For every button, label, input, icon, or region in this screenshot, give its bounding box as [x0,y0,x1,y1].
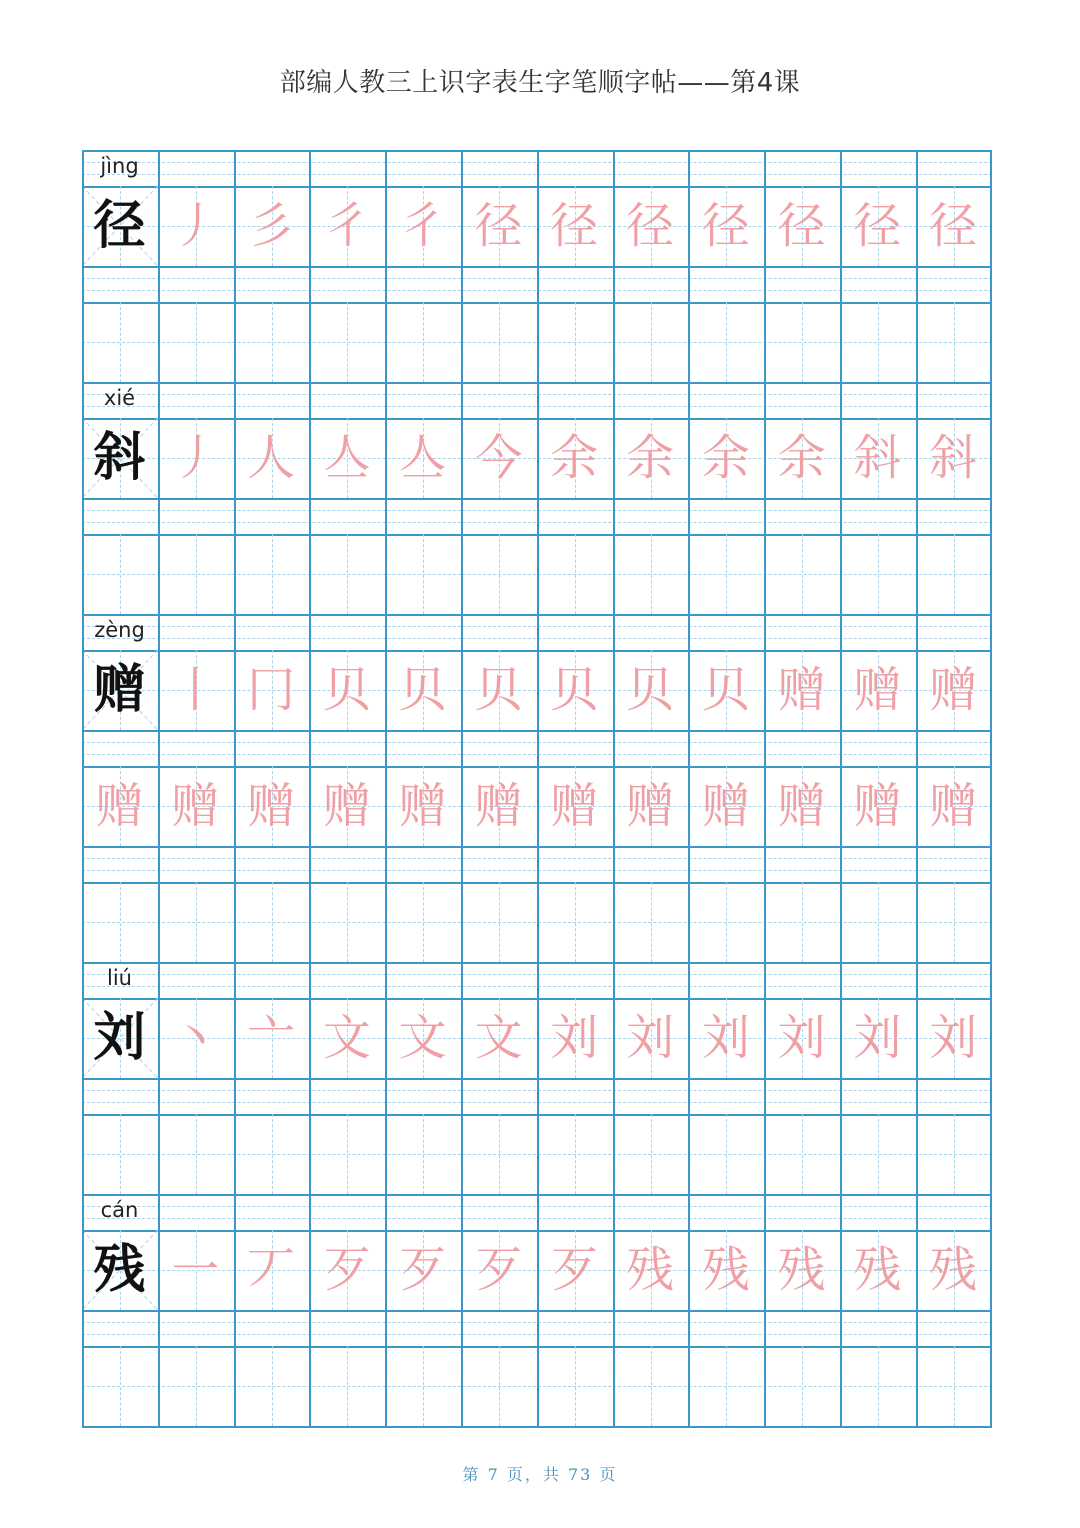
stroke-order-step: 径 [701,198,750,254]
writing-grid [82,150,992,1428]
grid-guide-vertical [499,882,500,962]
stroke-order-step: 彳 [322,198,371,254]
grid-guide-vertical [120,534,121,614]
stroke-order-step: 人 [247,430,296,486]
grid-line-vertical [234,150,236,1428]
stroke-order-step: 赠 [171,778,220,834]
grid-line-vertical [688,150,690,1428]
grid-guide-vertical [954,534,955,614]
page-footer: 第 7 页，共 73 页 [462,1465,618,1484]
model-character: 刘 [93,1007,146,1068]
stroke-order-step: 歹 [398,1242,447,1298]
grid-line-vertical [613,150,615,1428]
stroke-order-step: 余 [550,430,599,486]
grid-line-vertical [916,150,918,1428]
pinyin-label: cán [100,1198,139,1222]
grid-guide-vertical [802,534,803,614]
pinyin-label: jìng [100,154,139,178]
stroke-order-step: 亼 [398,430,447,486]
grid-guide-vertical [120,302,121,382]
grid-guide-vertical [196,882,197,962]
grid-guide-vertical [575,882,576,962]
stroke-order-step: 赠 [929,778,978,834]
stroke-order-step: 贝 [322,662,371,718]
stroke-order-step: 赠 [777,662,826,718]
stroke-order-step: 文 [322,1010,371,1066]
grid-guide-vertical [726,882,727,962]
stroke-order-step: 刘 [777,1010,826,1066]
stroke-order-step: 赠 [550,778,599,834]
grid-guide-vertical [272,882,273,962]
grid-line-vertical [158,150,160,1428]
stroke-order-step: 斜 [929,430,978,486]
stroke-order-step: 径 [626,198,675,254]
stroke-order-step: 赠 [853,778,902,834]
stroke-order-step: 斜 [853,430,902,486]
stroke-order-step: 赠 [777,778,826,834]
grid-guide-vertical [651,302,652,382]
grid-guide-vertical [726,302,727,382]
grid-guide-vertical [120,882,121,962]
stroke-order-step: 贝 [701,662,750,718]
grid-guide-vertical [196,1114,197,1194]
stroke-order-step: 丶 [171,1010,220,1066]
stroke-order-step: 歹 [474,1242,523,1298]
stroke-order-step: 刘 [929,1010,978,1066]
grid-guide-vertical [954,1346,955,1426]
grid-guide-vertical [878,534,879,614]
model-character: 赠 [93,659,146,720]
stroke-order-step: 亼 [322,430,371,486]
grid-guide-vertical [954,1114,955,1194]
grid-guide-vertical [347,1114,348,1194]
grid-guide-vertical [802,1114,803,1194]
grid-guide-vertical [651,534,652,614]
grid-guide-vertical [575,302,576,382]
grid-guide-vertical [651,1346,652,1426]
stroke-order-step: 刘 [550,1010,599,1066]
stroke-order-step: 彡 [247,198,296,254]
grid-guide-vertical [272,1346,273,1426]
stroke-order-step: 径 [777,198,826,254]
grid-guide-vertical [196,1346,197,1426]
stroke-order-step: 歹 [322,1242,371,1298]
grid-guide-vertical [347,1346,348,1426]
grid-guide-vertical [802,882,803,962]
stroke-order-step: 赠 [474,778,523,834]
model-character: 径 [93,195,146,256]
stroke-order-step: 贝 [626,662,675,718]
grid-guide-vertical [120,1346,121,1426]
grid-guide-vertical [499,1114,500,1194]
grid-guide-vertical [423,302,424,382]
grid-guide-vertical [575,1346,576,1426]
stroke-order-step: 彳 [398,198,447,254]
stroke-order-step: 余 [701,430,750,486]
stroke-order-step: 径 [929,198,978,254]
stroke-order-step: 余 [626,430,675,486]
stroke-order-step: 赠 [626,778,675,834]
stroke-order-step: 径 [550,198,599,254]
stroke-order-step: 丿 [171,430,220,486]
stroke-order-step: 赠 [929,662,978,718]
grid-guide-vertical [726,534,727,614]
pinyin-label: xié [103,386,136,410]
stroke-order-step: 残 [929,1242,978,1298]
stroke-order-step: 赠 [247,778,296,834]
grid-guide-vertical [651,882,652,962]
stroke-order-step: 歹 [550,1242,599,1298]
grid-guide-vertical [499,534,500,614]
pinyin-label: zèng [94,618,145,642]
stroke-order-step: 贝 [550,662,599,718]
grid-guide-vertical [954,882,955,962]
stroke-order-step: 文 [474,1010,523,1066]
grid-guide-vertical [878,302,879,382]
grid-guide-vertical [423,882,424,962]
grid-guide-vertical [878,882,879,962]
grid-guide-vertical [272,534,273,614]
grid-line-vertical [309,150,311,1428]
grid-guide-vertical [347,302,348,382]
grid-line-vertical [990,150,992,1428]
pinyin-label: liú [107,966,132,990]
grid-guide-vertical [196,302,197,382]
stroke-order-step: 丿 [171,198,220,254]
grid-guide-vertical [347,882,348,962]
stroke-order-step: 刘 [701,1010,750,1066]
stroke-order-step: 丆 [247,1242,296,1298]
stroke-order-step: 一 [171,1242,220,1298]
grid-guide-vertical [120,1114,121,1194]
stroke-order-step: 残 [777,1242,826,1298]
stroke-order-step: 残 [853,1242,902,1298]
grid-line-vertical [537,150,539,1428]
grid-guide-vertical [347,534,348,614]
grid-guide-vertical [423,1114,424,1194]
grid-line-vertical [385,150,387,1428]
stroke-order-step: 文 [398,1010,447,1066]
model-character: 斜 [93,427,146,488]
grid-guide-vertical [954,302,955,382]
stroke-order-step: 赠 [322,778,371,834]
stroke-order-step: 刘 [853,1010,902,1066]
stroke-order-step: 残 [701,1242,750,1298]
grid-line-vertical [764,150,766,1428]
stroke-order-step: 径 [853,198,902,254]
model-character: 残 [93,1239,146,1300]
grid-guide-vertical [575,534,576,614]
stroke-order-step: 径 [474,198,523,254]
stroke-order-step: 丨 [171,662,220,718]
stroke-order-step: 今 [474,430,523,486]
stroke-order-step: 亠 [247,1010,296,1066]
stroke-order-step: 赠 [95,778,144,834]
grid-guide-vertical [726,1114,727,1194]
grid-line-vertical [461,150,463,1428]
grid-line-vertical [840,150,842,1428]
stroke-order-step: 余 [777,430,826,486]
grid-guide-vertical [272,302,273,382]
grid-line-vertical [82,150,84,1428]
grid-guide-vertical [272,1114,273,1194]
page-title: 部编人教三上识字表生字笔顺字帖——第4课 [279,68,801,98]
grid-guide-vertical [423,534,424,614]
grid-guide-vertical [196,534,197,614]
grid-guide-vertical [878,1346,879,1426]
stroke-order-step: 赠 [701,778,750,834]
grid-guide-vertical [651,1114,652,1194]
stroke-order-step: 冂 [247,662,296,718]
stroke-order-step: 贝 [474,662,523,718]
grid-guide-vertical [499,1346,500,1426]
stroke-order-step: 刘 [626,1010,675,1066]
grid-guide-vertical [726,1346,727,1426]
grid-guide-vertical [802,302,803,382]
stroke-order-step: 赠 [853,662,902,718]
grid-guide-vertical [499,302,500,382]
stroke-order-step: 残 [626,1242,675,1298]
grid-guide-vertical [802,1346,803,1426]
stroke-order-step: 贝 [398,662,447,718]
grid-guide-vertical [878,1114,879,1194]
grid-guide-vertical [575,1114,576,1194]
stroke-order-step: 赠 [398,778,447,834]
grid-guide-vertical [423,1346,424,1426]
